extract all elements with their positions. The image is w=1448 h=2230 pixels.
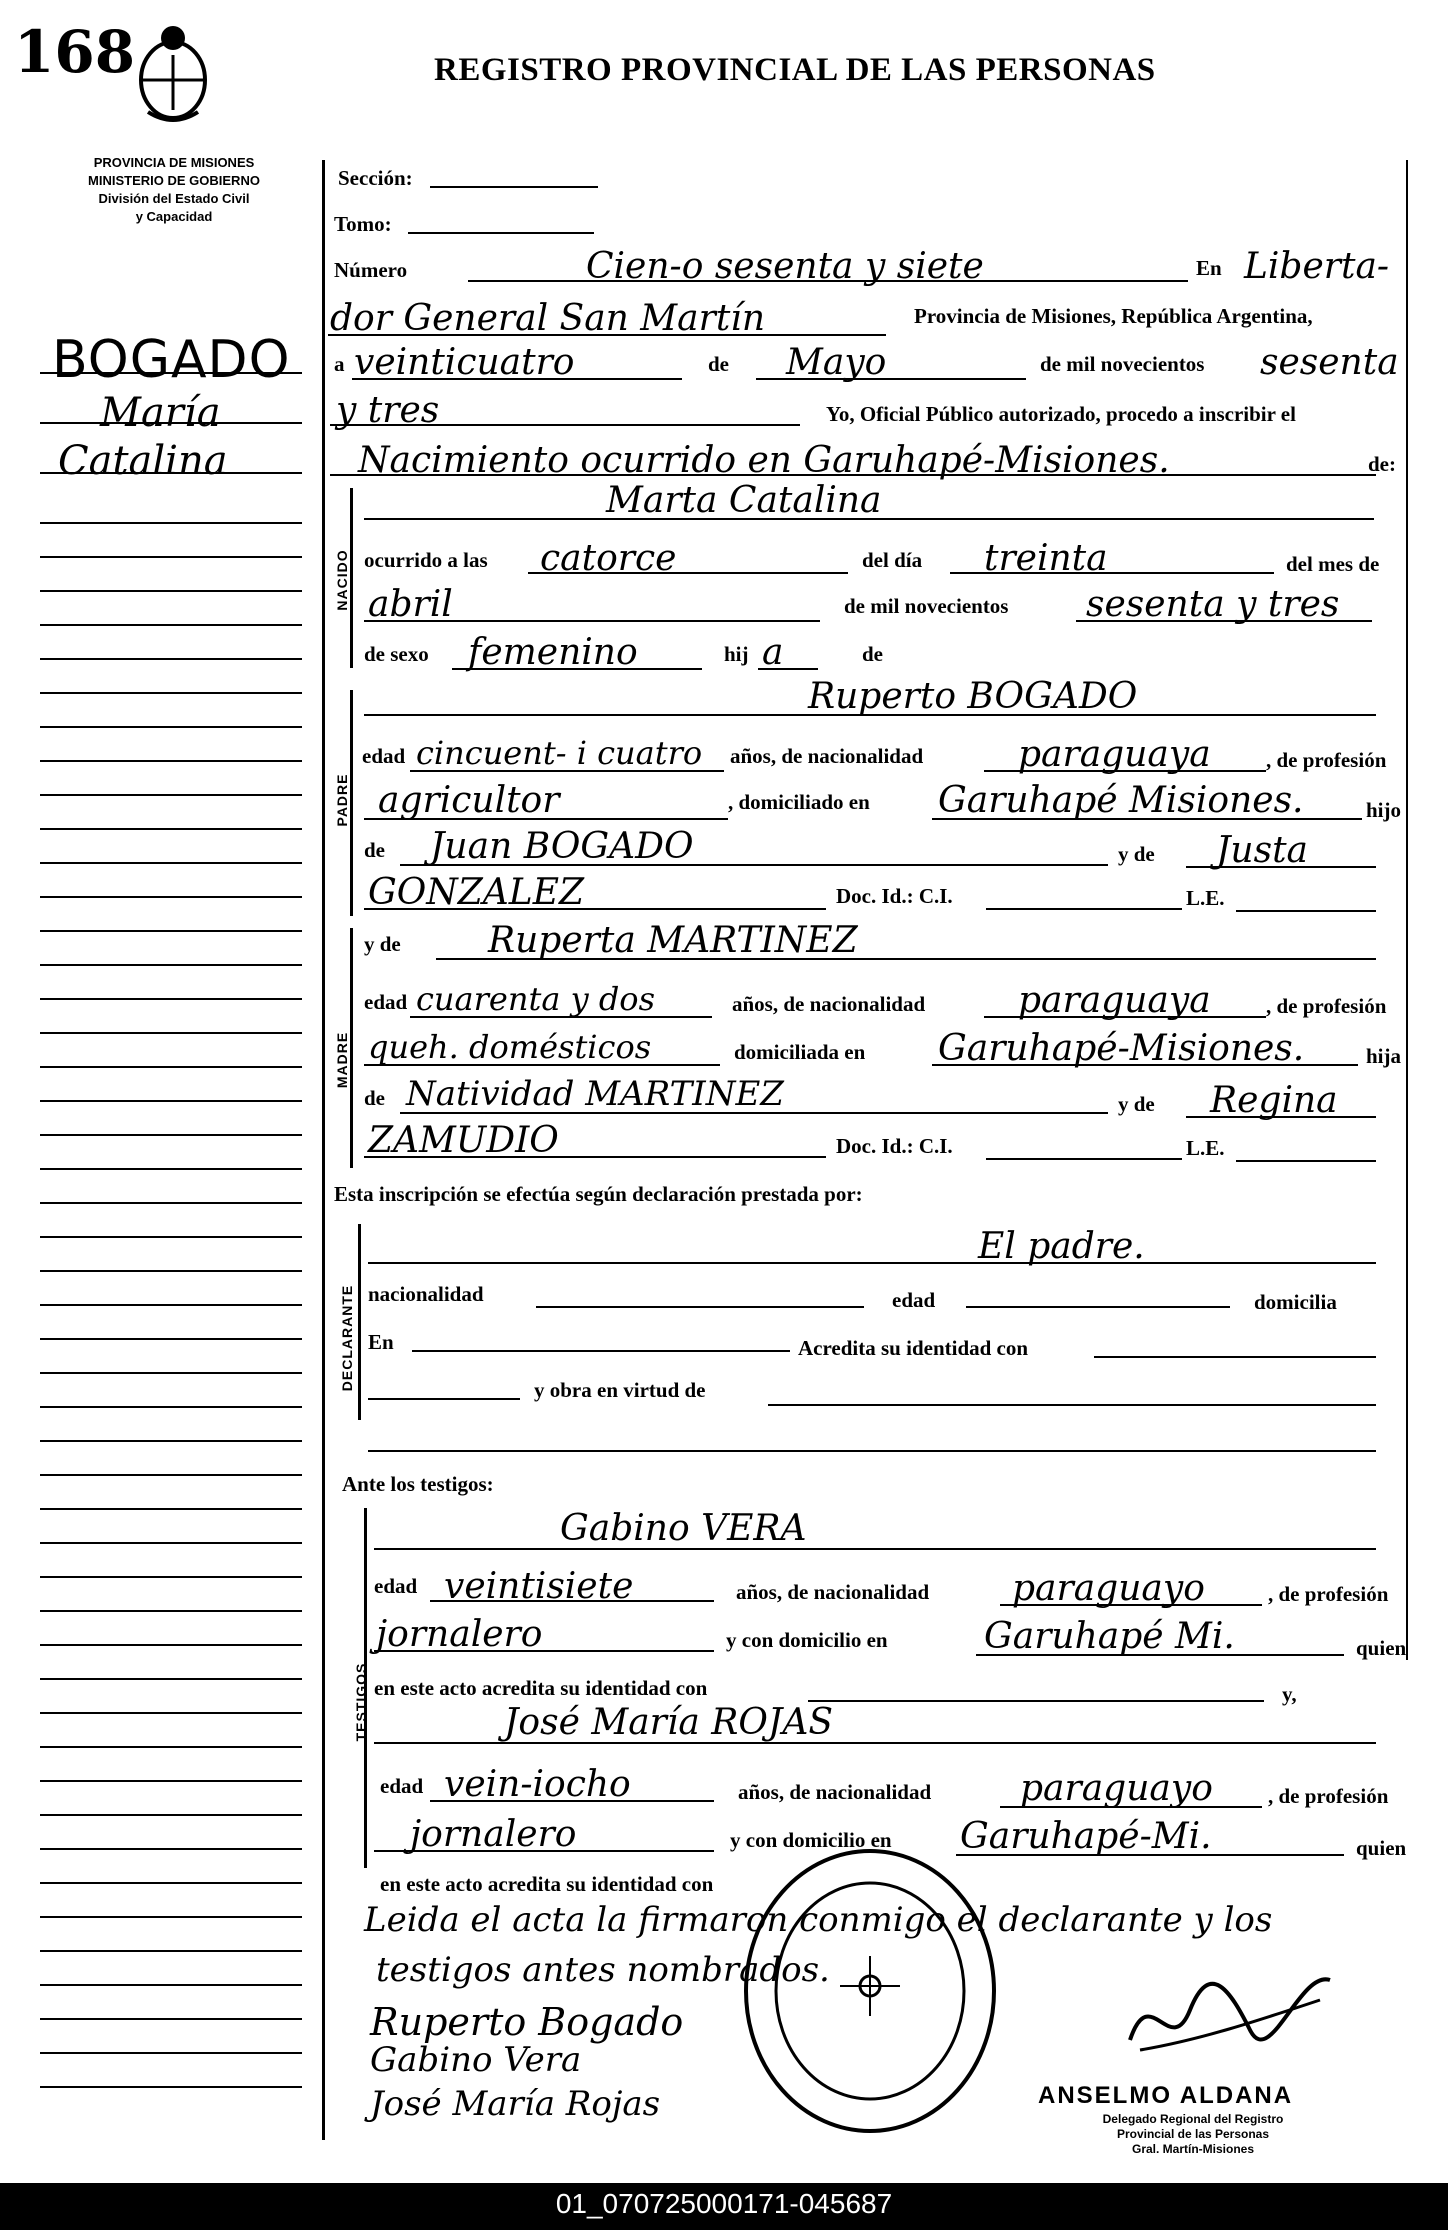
margin-rule [40,1134,302,1136]
padre-edad-line [410,770,724,772]
side-label-declarante: DECLARANTE [339,1284,355,1392]
margin-rule [40,1338,302,1340]
padre-bracket [350,690,353,916]
label-de-progenitor: de [862,642,883,666]
margin-rule [40,1916,302,1918]
value-padre-edad: cincuent- i cuatro [416,734,703,772]
label-decl-acredita: Acredita su identidad con [798,1336,1029,1360]
label-del-dia: del día [862,548,923,572]
label-madre-hija: hija [1366,1044,1402,1068]
office-line-2: MINISTERIO DE GOBIERNO [88,173,260,188]
label-numero: Número [334,258,408,282]
office-line-1: PROVINCIA DE MISIONES [93,155,255,170]
label-decl-edad: edad [892,1288,936,1312]
value-dia-nac: treinta [984,538,1108,579]
label-de-mil: de mil novecientos [1040,352,1205,376]
value-anio-1: sesenta [1260,342,1399,383]
padre-padre-line [400,864,1108,866]
side-label-madre: MADRE [334,1031,350,1089]
margin-rule [40,828,302,830]
anio-line [330,424,800,426]
label-testigo1-quien: quien [1356,1636,1407,1660]
decl-obra-line [768,1404,1376,1406]
margin-given-name-1: María [100,390,221,436]
margin-rule [40,422,302,424]
value-padre-nac: paraguaya [1018,734,1211,775]
margin-rule [40,2052,302,2054]
margin-rule [40,2018,302,2020]
label-padre-hijo: hijo [1366,798,1402,822]
testigo1-dom-line [976,1654,1344,1656]
margin-rule [40,760,302,762]
madre-nac-line [984,1016,1266,1018]
decl-extra-line [368,1450,1376,1452]
value-madre-nac: paraguaya [1018,980,1211,1021]
padre-doc-line [986,908,1182,910]
padre-le-line [1236,910,1376,912]
margin-rule [40,1440,302,1442]
label-en: En [1196,256,1222,280]
value-mes-nac: abril [368,584,453,625]
value-acto: Nacimiento ocurrido en Garuhapé-Misiones. [358,440,1170,481]
margin-rule [40,472,302,474]
margin-rule [40,1746,302,1748]
decl-acredita-line [1094,1356,1376,1358]
margin-rule [40,1406,302,1408]
label-padre-edad: edad [362,744,406,768]
form-right-border [1406,160,1408,1660]
margin-surname: BOGADO [52,330,291,390]
label-madre-y-de: y de [364,932,401,956]
value-padre-madre-2: GONZALEZ [368,872,584,913]
value-testigo1-edad: veintisiete [444,1566,634,1607]
label-testigo2-edad: edad [380,1774,424,1798]
anio-nac-line [1076,620,1372,622]
margin-rule [40,2086,302,2088]
margin-rule [40,1712,302,1714]
value-testigo2-dom: Garuhapé-Mi. [960,1816,1212,1857]
margin-rule [40,1100,302,1102]
label-padre-nac: años, de nacionalidad [730,744,924,768]
testigo1-acto-line [808,1700,1264,1702]
label-padre-dom: , domiciliado en [728,790,870,814]
padre-madre-line [1186,866,1376,868]
margin-rule [40,1304,302,1306]
label-testigo2-acto: en este acto acredita su identidad con [380,1872,714,1896]
madre-madre-2-line [364,1156,826,1158]
label-ante-testigos: Ante los testigos: [342,1472,494,1496]
value-padre-nombre: Ruperto BOGADO [808,676,1138,717]
label-seccion: Sección: [338,166,413,190]
issuing-office [40,154,308,226]
label-provincia: Provincia de Misiones, República Argentina, [914,304,1313,328]
margin-rule [40,998,302,1000]
testigo1-edad-line [430,1600,714,1602]
value-hija-suffix: a [762,632,784,673]
label-madre-de: de [364,1086,385,1110]
testigo2-prof-line [374,1850,714,1852]
margin-given-name-2: Catalina [58,438,228,484]
margin-rule [40,1508,302,1510]
madre-prof-line [364,1064,720,1066]
nacido-nombre-line [364,518,1374,520]
testigo2-nac-line [1000,1806,1262,1808]
label-decl-domicilia: domicilia [1254,1290,1337,1314]
margin-rule [40,1576,302,1578]
mes-line [756,378,1026,380]
office-line-4: y Capacidad [135,209,213,224]
value-cierre-1: Leida el acta la firmaron conmigo el declarante y los [364,1900,1273,1940]
value-testigo1-dom: Garuhapé Mi. [984,1616,1235,1657]
decl-en-line [412,1350,790,1352]
form-left-border [322,160,325,2140]
testigo1-prof-line [374,1650,714,1652]
testigo1-nombre-line [374,1548,1376,1550]
margin-rule [40,862,302,864]
label-padre-doc: Doc. Id.: C.I. [836,884,953,908]
label-decl-en: En [368,1330,394,1354]
value-padre-padre: Juan BOGADO [430,826,694,867]
signature-1: Ruperto Bogado [370,2000,684,2044]
official-name: ANSELMO ALDANA [1038,2082,1294,2109]
margin-rule [40,658,302,660]
margin-rule [40,1542,302,1544]
margin-rule [40,1610,302,1612]
madre-madre-line [1186,1116,1376,1118]
mes-nac-line [364,620,820,622]
label-yo-oficial: Yo, Oficial Público autorizado, procedo a inscribir el [826,402,1296,426]
padre-prof-line [364,818,728,820]
value-padre-madre-1: Justa [1216,830,1309,871]
value-madre-dom: Garuhapé-Misiones. [938,1028,1305,1069]
label-padre-prof: , de profesión [1266,748,1387,772]
value-madre-nombre: Ruperta MARTINEZ [488,920,858,961]
margin-rule [40,556,302,558]
margin-rule [40,726,302,728]
value-testigo2-edad: vein-iocho [444,1764,631,1805]
official-seal-icon [742,1846,998,2136]
dia-nac-line [950,572,1274,574]
lugar-line [328,334,886,336]
label-tomo: Tomo: [334,212,392,236]
acto-line [330,474,1376,476]
madre-bracket [350,928,353,1168]
padre-madre-2-line [364,908,826,910]
decl-nac-line [536,1306,864,1308]
label-testigo2-quien: quien [1356,1836,1407,1860]
tomo-line [408,232,594,234]
page-number: 168 [14,18,136,86]
value-madre-madre-1: Regina [1210,1080,1338,1121]
value-madre-prof: queh. domésticos [368,1028,652,1066]
label-decl-nacionalidad: nacionalidad [368,1282,484,1306]
side-label-nacido: NACIDO [334,549,350,611]
margin-rule [40,1950,302,1952]
margin-rule [40,794,302,796]
label-ocurrido: ocurrido a las [364,548,488,572]
nacido-bracket [350,488,353,668]
padre-dom-line [932,818,1362,820]
value-testigo2-prof: jornalero [410,1814,577,1855]
label-esta-inscripcion: Esta inscripción se efectúa según declaración prestada por: [334,1182,863,1206]
value-testigo2-nac: paraguayo [1020,1768,1213,1809]
madre-padre-line [400,1112,1108,1114]
declarante-line [368,1262,1376,1264]
label-testigo1-acto: en este acto acredita su identidad con [374,1676,708,1700]
official-title-line-2: Provincial de las Personas [1116,2127,1270,2141]
margin-rule [40,1848,302,1850]
testigo1-nac-line [1000,1604,1262,1606]
side-label-padre: PADRE [334,773,350,827]
office-line-3: División del Estado Civil [98,191,250,206]
value-hora: catorce [540,538,677,579]
madre-doc-line [986,1158,1182,1160]
label-de-colon: de: [1368,452,1396,476]
footer-id: 01_070725000171-045687 [555,2188,893,2219]
label-madre-le: L.E. [1186,1136,1225,1160]
value-anio-nac: sesenta y tres [1086,584,1340,625]
label-hij: hij [724,642,749,666]
value-sexo: femenino [468,632,638,673]
margin-rule [40,1678,302,1680]
label-de-mil-2: de mil novecientos [844,594,1009,618]
margin-rule [40,1474,302,1476]
margin-rule [40,522,302,524]
margin-rule [40,896,302,898]
margin-rule [40,930,302,932]
testigo2-dom-line [956,1854,1344,1856]
value-lugar-1: Liberta- [1244,246,1390,287]
margin-rule [40,1066,302,1068]
madre-nombre-line [436,958,1376,960]
label-testigo1-y: y, [1282,1682,1297,1706]
value-cierre-2: testigos antes nombrados. [376,1950,830,1990]
label-de: de [708,352,729,376]
label-padre-y-de: y de [1118,842,1155,866]
testigo2-nombre-line [374,1742,1376,1744]
official-signature-icon [1110,1960,1340,2070]
label-decl-obra: y obra en virtud de [534,1378,706,1402]
value-mes: Mayo [786,342,887,383]
margin-rule [40,1780,302,1782]
decl-blank-line [368,1398,520,1400]
margin-rule [40,590,302,592]
margin-rule [40,1032,302,1034]
margin-rule [40,372,302,374]
label-a: a [334,352,345,376]
value-testigo2-nombre: José María ROJAS [504,1702,833,1743]
madre-le-line [1236,1160,1376,1162]
margin-rule [40,624,302,626]
value-dia: veinticuatro [354,342,575,383]
madre-edad-line [410,1016,712,1018]
value-testigo1-prof: jornalero [376,1614,543,1655]
margin-rule [40,1270,302,1272]
madre-dom-line [932,1064,1358,1066]
label-padre-de: de [364,838,385,862]
testigo2-edad-line [430,1800,714,1802]
label-madre-nac: años, de nacionalidad [732,992,926,1016]
sexo-line [452,668,702,670]
value-madre-madre-2: ZAMUDIO [368,1120,559,1161]
label-testigo1-nac: años, de nacionalidad [736,1580,930,1604]
label-testigo1-edad: edad [374,1574,418,1598]
label-testigo2-dom: y con domicilio en [730,1828,892,1852]
margin-rule [40,1372,302,1374]
margin-rule [40,1814,302,1816]
label-madre-y-de-2: y de [1118,1092,1155,1116]
label-madre-doc: Doc. Id.: C.I. [836,1134,953,1158]
margin-rule [40,1168,302,1170]
value-madre-edad: cuarenta y dos [416,980,655,1018]
margin-rule [40,692,302,694]
document-title: REGISTRO PROVINCIAL DE LAS PERSONAS [434,52,1156,88]
value-testigo1-nombre: Gabino VERA [560,1508,807,1549]
margin-rule [40,1984,302,1986]
value-anio-2: y tres [336,390,440,431]
value-numero: Cien-o sesenta y siete [586,246,984,287]
value-madre-padre: Natividad MARTINEZ [406,1074,784,1114]
official-title-line-3: Gral. Martín-Misiones [1131,2142,1255,2156]
coat-of-arms-icon [128,20,218,130]
official-title [1028,2112,1358,2157]
margin-rule [40,1202,302,1204]
label-testigo1-dom: y con domicilio en [726,1628,888,1652]
margin-rule [40,1882,302,1884]
value-padre-prof: agricultor [378,780,560,821]
label-padre-le: L.E. [1186,886,1225,910]
margin-rule [40,1236,302,1238]
label-de-sexo: de sexo [364,642,429,666]
padre-nac-line [984,770,1266,772]
decl-edad-line [966,1306,1230,1308]
official-title-line-1: Delegado Regional del Registro [1102,2112,1284,2126]
padre-nombre-line [364,714,1376,716]
hija-line [758,668,818,670]
label-madre-dom: domiciliada en [734,1040,866,1064]
label-testigo2-prof: , de profesión [1268,1784,1389,1808]
label-testigo1-prof: , de profesión [1268,1582,1389,1606]
hora-line [528,572,848,574]
value-nacido-nombre: Marta Catalina [606,480,882,521]
label-del-mes: del mes de [1286,552,1380,576]
value-testigo1-nac: paraguayo [1012,1568,1205,1609]
declarante-bracket [358,1224,361,1420]
label-testigo2-nac: años, de nacionalidad [738,1780,932,1804]
side-label-testigos: TESTIGOS [353,1662,369,1742]
margin-rule [40,964,302,966]
label-madre-edad: edad [364,990,408,1014]
label-madre-prof: , de profesión [1266,994,1387,1018]
margin-rule [40,1644,302,1646]
value-declarante: El padre. [978,1226,1145,1267]
value-lugar-2: dor General San Martín [330,298,766,339]
signature-3: José María Rojas [370,2084,661,2124]
dia-line [352,378,682,380]
value-padre-dom: Garuhapé Misiones. [938,780,1304,821]
seccion-line [430,186,598,188]
signature-2: Gabino Vera [370,2040,582,2080]
